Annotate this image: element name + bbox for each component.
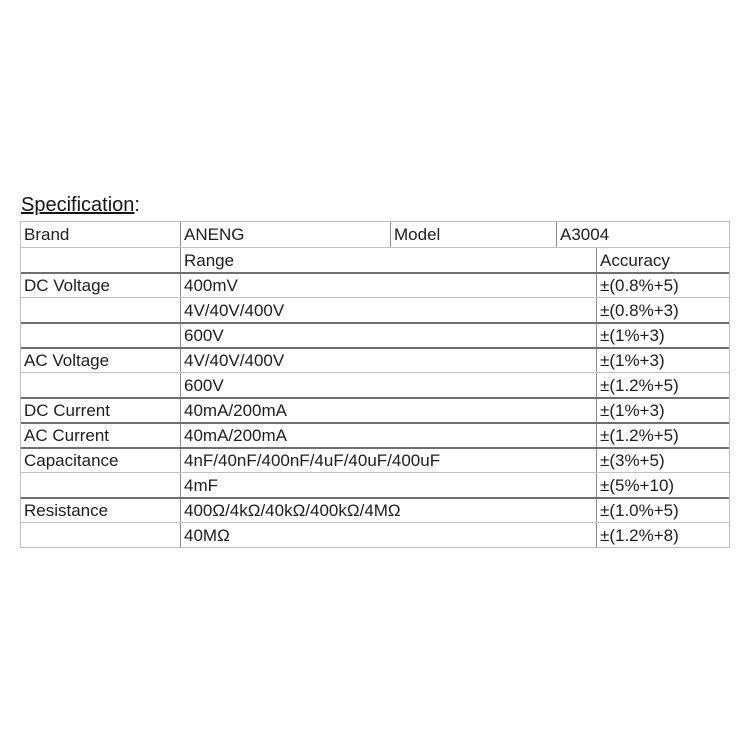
accuracy-cell: ±(1%+3) bbox=[596, 399, 729, 422]
table-row-ac-current bbox=[21, 422, 729, 447]
range-cell: 40MΩ bbox=[180, 523, 596, 547]
accuracy-cell: ±(1.2%+5) bbox=[596, 373, 729, 397]
brand-value-cell: ANENG bbox=[180, 222, 390, 247]
table-row-capacitance-1 bbox=[21, 447, 729, 472]
accuracy-cell: ±(5%+10) bbox=[596, 473, 729, 497]
parameter-cell: Capacitance bbox=[24, 451, 119, 470]
model-label-cell: Model bbox=[390, 222, 556, 247]
brand-label-cell: Brand bbox=[24, 225, 70, 244]
page-title-text: Specification bbox=[21, 194, 135, 216]
parameter-cell bbox=[21, 324, 180, 347]
table-row-resistance-2 bbox=[21, 522, 729, 547]
range-cell: 40mA/200mA bbox=[180, 424, 596, 447]
header-range-cell: Range bbox=[180, 248, 596, 272]
parameter-cell: Resistance bbox=[24, 501, 109, 520]
parameter-cell: DC Current bbox=[24, 401, 110, 420]
table-row-brand-model bbox=[21, 222, 729, 247]
table-row-ac-voltage-2 bbox=[21, 372, 729, 397]
parameter-cell bbox=[21, 373, 180, 397]
table-row-capacitance-2 bbox=[21, 472, 729, 497]
accuracy-cell: ±(1.0%+5) bbox=[596, 499, 729, 522]
table-row-dc-voltage-1 bbox=[21, 272, 729, 297]
range-cell: 400Ω/4kΩ/40kΩ/400kΩ/4MΩ bbox=[180, 499, 596, 522]
range-cell: 40mA/200mA bbox=[180, 399, 596, 422]
header-accuracy-cell: Accuracy bbox=[596, 248, 729, 272]
table-row-ac-voltage-1 bbox=[21, 347, 729, 372]
accuracy-cell: ±(1.2%+5) bbox=[596, 424, 729, 447]
range-cell: 4V/40V/400V bbox=[180, 298, 596, 322]
table-row-resistance-1 bbox=[21, 497, 729, 522]
parameter-cell: AC Current bbox=[24, 426, 110, 445]
table-row-dc-voltage-3 bbox=[21, 322, 729, 347]
table-row-dc-current bbox=[21, 397, 729, 422]
page-title bbox=[21, 193, 140, 217]
parameter-cell bbox=[21, 298, 180, 322]
accuracy-cell: ±(3%+5) bbox=[596, 449, 729, 472]
accuracy-cell: ±(0.8%+3) bbox=[596, 298, 729, 322]
parameter-cell bbox=[21, 473, 180, 497]
accuracy-cell: ±(1.2%+8) bbox=[596, 523, 729, 547]
range-cell: 4mF bbox=[180, 473, 596, 497]
model-value-cell: A3004 bbox=[556, 222, 729, 247]
specification-table bbox=[20, 221, 730, 548]
range-cell: 400mV bbox=[180, 274, 596, 297]
accuracy-cell: ±(1%+3) bbox=[596, 324, 729, 347]
header-parameter-cell bbox=[21, 248, 180, 272]
parameter-cell bbox=[21, 523, 180, 547]
range-cell: 600V bbox=[180, 324, 596, 347]
parameter-cell: AC Voltage bbox=[24, 351, 110, 370]
accuracy-cell: ±(1%+3) bbox=[596, 349, 729, 372]
page-title-colon: : bbox=[134, 194, 140, 216]
table-row-dc-voltage-2 bbox=[21, 297, 729, 322]
range-cell: 600V bbox=[180, 373, 596, 397]
accuracy-cell: ±(0.8%+5) bbox=[596, 274, 729, 297]
parameter-cell: DC Voltage bbox=[24, 276, 110, 295]
range-cell: 4V/40V/400V bbox=[180, 349, 596, 372]
range-cell: 4nF/40nF/400nF/4uF/40uF/400uF bbox=[180, 449, 596, 472]
table-header-row bbox=[21, 247, 729, 272]
